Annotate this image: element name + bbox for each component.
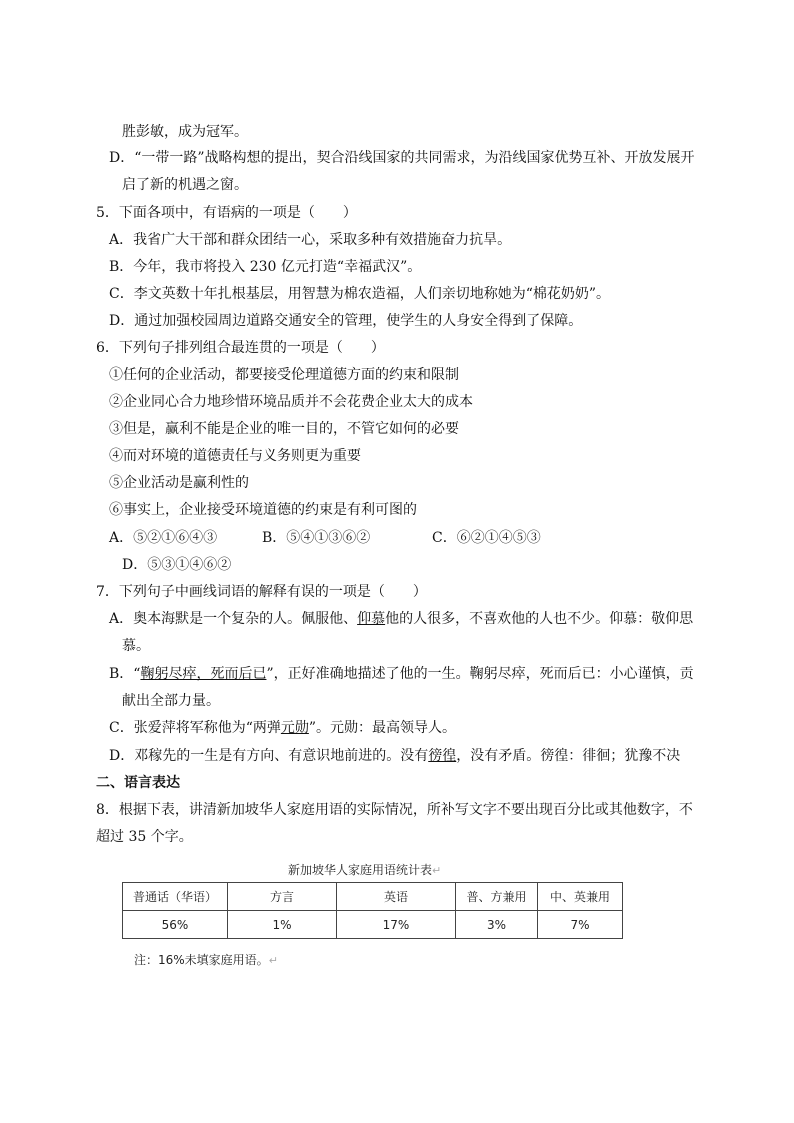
underlined-term: 仰慕	[357, 611, 386, 627]
option-d: D．⑤③①④⑥②	[122, 557, 232, 573]
header-cell: 普、方兼用	[456, 883, 538, 911]
header-cell: 英语	[337, 883, 456, 911]
usage-statistics-table	[122, 882, 623, 939]
option-c	[109, 718, 456, 738]
value-cell: 17%	[337, 911, 456, 939]
table-title	[288, 862, 441, 879]
option-a: A．我省广大干部和群众团结一心，采取多种有效措施奋力抗旱。	[109, 232, 512, 248]
text-line: 超过 35 个字。	[96, 829, 193, 845]
option-text: C．张爱萍将军称他为“两弹	[109, 720, 281, 736]
value-cell: 1%	[228, 911, 337, 939]
text-line: 启了新的机遇之窗。	[122, 177, 248, 193]
question-6: 6．下列句子排列组合最连贯的一项是（ ）	[96, 340, 385, 356]
option-text: D．邓稼先的一生是有方向、有意识地前进的。没有	[109, 748, 429, 764]
option-c: C．李文英数十年扎根基层，用智慧为棉农造福，人们亲切地称她为“棉花奶奶”。	[109, 286, 611, 302]
underlined-term: 元勋	[280, 720, 309, 736]
text-line: 胜彭敏，成为冠军。	[122, 124, 248, 140]
sentence-2: ②企业同心合力地珍惜环境品质并不会花费企业太大的成本	[109, 394, 473, 410]
option-text: ，没有矛盾。徬徨：徘徊；犹豫不决	[456, 748, 681, 764]
paragraph-mark-icon: ↵	[432, 864, 442, 877]
question-7: 7．下列句子中画线词语的解释有误的一项是（ ）	[96, 584, 427, 600]
header-cell: 方言	[228, 883, 337, 911]
text-line: 慕。	[122, 638, 150, 654]
option-text: 他的人很多，不喜欢他的人也不少。仰慕：敬仰思	[385, 611, 694, 627]
option-text: B．“	[109, 666, 141, 682]
option-d: D．通过加强校园周边道路交通安全的管理，使学生的人身安全得到了保障。	[109, 313, 583, 329]
option-a: A．⑤②①⑥④③	[109, 530, 218, 546]
text-line: 献出全部力量。	[122, 693, 220, 709]
option-b: B．⑤④①③⑥②	[262, 530, 371, 546]
sentence-4: ④而对环境的道德责任与义务则更为重要	[109, 448, 361, 464]
header-cell: 普通话（华语）	[123, 883, 228, 911]
table-title-text: 新加坡华人家庭用语统计表	[288, 863, 433, 877]
underlined-term: 徬徨	[428, 748, 457, 764]
question-5: 5．下面各项中，有语病的一项是（ ）	[96, 205, 357, 221]
question-8: 8．根据下表，讲清新加坡华人家庭用语的实际情况，所补写文字不要出现百分比或其他数字，不	[96, 802, 693, 818]
option-text: ”，正好准确地描述了他的一生。鞠躬尽瘁，死而后已：小心谨慎，贡	[266, 666, 694, 682]
option-c: C．⑥②①④⑤③	[432, 530, 541, 546]
value-cell: 7%	[538, 911, 623, 939]
section-heading: 二、语言表达	[96, 775, 180, 791]
option-d: D．“一带一路”战略构想的提出，契合沿线国家的共同需求，为沿线国家优势互补、开放发展开	[109, 150, 695, 166]
option-b: B．今年，我市将投入 230 亿元打造“幸福武汉”。	[109, 259, 422, 275]
table-note-text: 注：16%未填家庭用语。	[134, 953, 269, 967]
table-header-row	[123, 883, 623, 911]
table-note	[134, 952, 278, 969]
table-row	[123, 911, 623, 939]
option-text: ”。元勋：最高领导人。	[308, 720, 457, 736]
sentence-5: ⑤企业活动是赢利性的	[109, 475, 249, 491]
paragraph-mark-icon: ↵	[268, 954, 278, 967]
option-a	[109, 609, 693, 629]
sentence-6: ⑥事实上，企业接受环境道德的约束是有利可图的	[109, 502, 417, 518]
value-cell: 3%	[456, 911, 538, 939]
option-d	[109, 746, 680, 766]
option-text: A．奥本海默是一个复杂的人。佩服他、	[109, 611, 358, 627]
sentence-3: ③但是，赢利不能是企业的唯一目的，不管它如何的必要	[109, 421, 459, 437]
option-b	[109, 664, 694, 684]
sentence-1: ①任何的企业活动，都要接受伦理道德方面的约束和限制	[109, 367, 459, 383]
value-cell: 56%	[123, 911, 228, 939]
underlined-term: 鞠躬尽瘁，死而后已	[140, 666, 267, 682]
header-cell: 中、英兼用	[538, 883, 623, 911]
